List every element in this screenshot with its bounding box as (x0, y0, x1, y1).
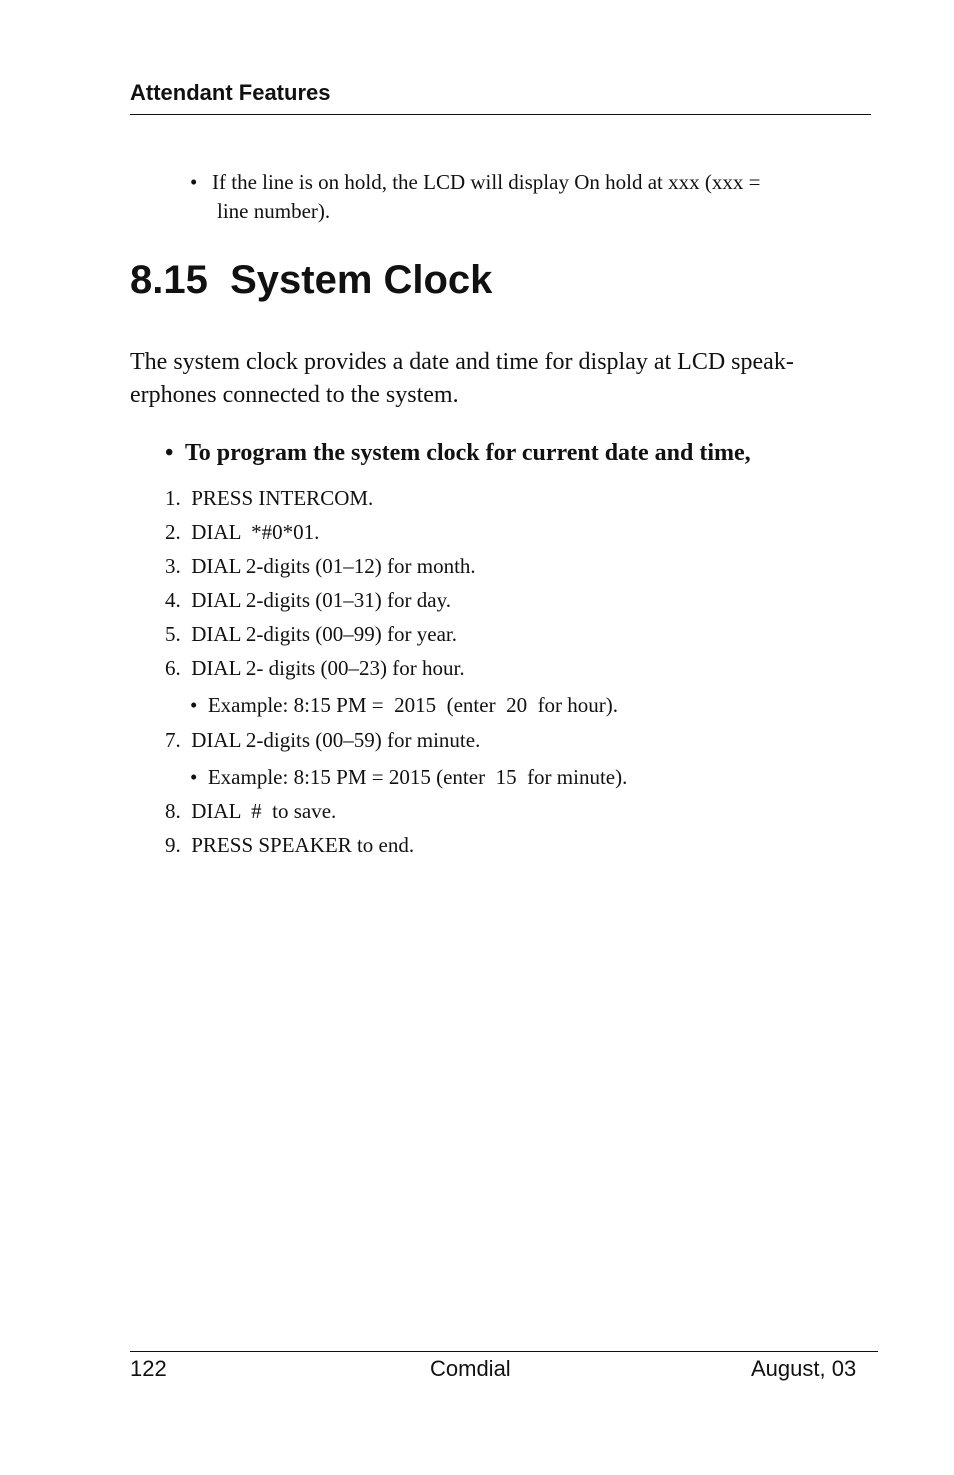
header-rule (130, 114, 871, 115)
intro-line-1: The system clock provides a date and time for display at LCD speak- (130, 349, 794, 375)
step-9: 9. PRESS SPEAKER to end. (165, 833, 415, 857)
footer-rule (130, 1351, 878, 1352)
hold-note-line-2: line number). (217, 199, 331, 223)
intro-paragraph (130, 346, 870, 412)
step-2: 2. DIAL *#0*01. (165, 520, 320, 544)
footer-brand: Comdial (430, 1356, 511, 1381)
section-title: 8.15 System Clock (130, 258, 493, 302)
example-minute: • Example: 8:15 PM = 2015 (enter 15 for minute). (190, 765, 628, 789)
step-1: 1. PRESS INTERCOM. (165, 486, 374, 510)
procedure-heading: • To program the system clock for current date and time, (165, 440, 751, 466)
step-5: 5. DIAL 2-digits (00–99) for year. (165, 622, 457, 646)
footer-date: August, 03 (751, 1356, 857, 1381)
intro-line-2: erphones connected to the system. (130, 382, 459, 408)
step-3: 3. DIAL 2-digits (01–12) for month. (165, 554, 476, 578)
step-6: 6. DIAL 2- digits (00–23) for hour. (165, 656, 465, 680)
step-7: 7. DIAL 2-digits (00–59) for minute. (165, 728, 481, 752)
hold-note-line-1: If the line is on hold, the LCD will display On hold at xxx (xxx = (212, 170, 761, 194)
footer-page-number: 122 (130, 1356, 167, 1381)
step-4: 4. DIAL 2-digits (01–31) for day. (165, 588, 451, 612)
step-8: 8. DIAL # to save. (165, 799, 337, 823)
hold-note (190, 168, 870, 226)
running-header: Attendant Features (130, 80, 331, 105)
hold-note-bullet: • (190, 170, 198, 194)
example-hour: • Example: 8:15 PM = 2015 (enter 20 for hour). (190, 693, 619, 717)
